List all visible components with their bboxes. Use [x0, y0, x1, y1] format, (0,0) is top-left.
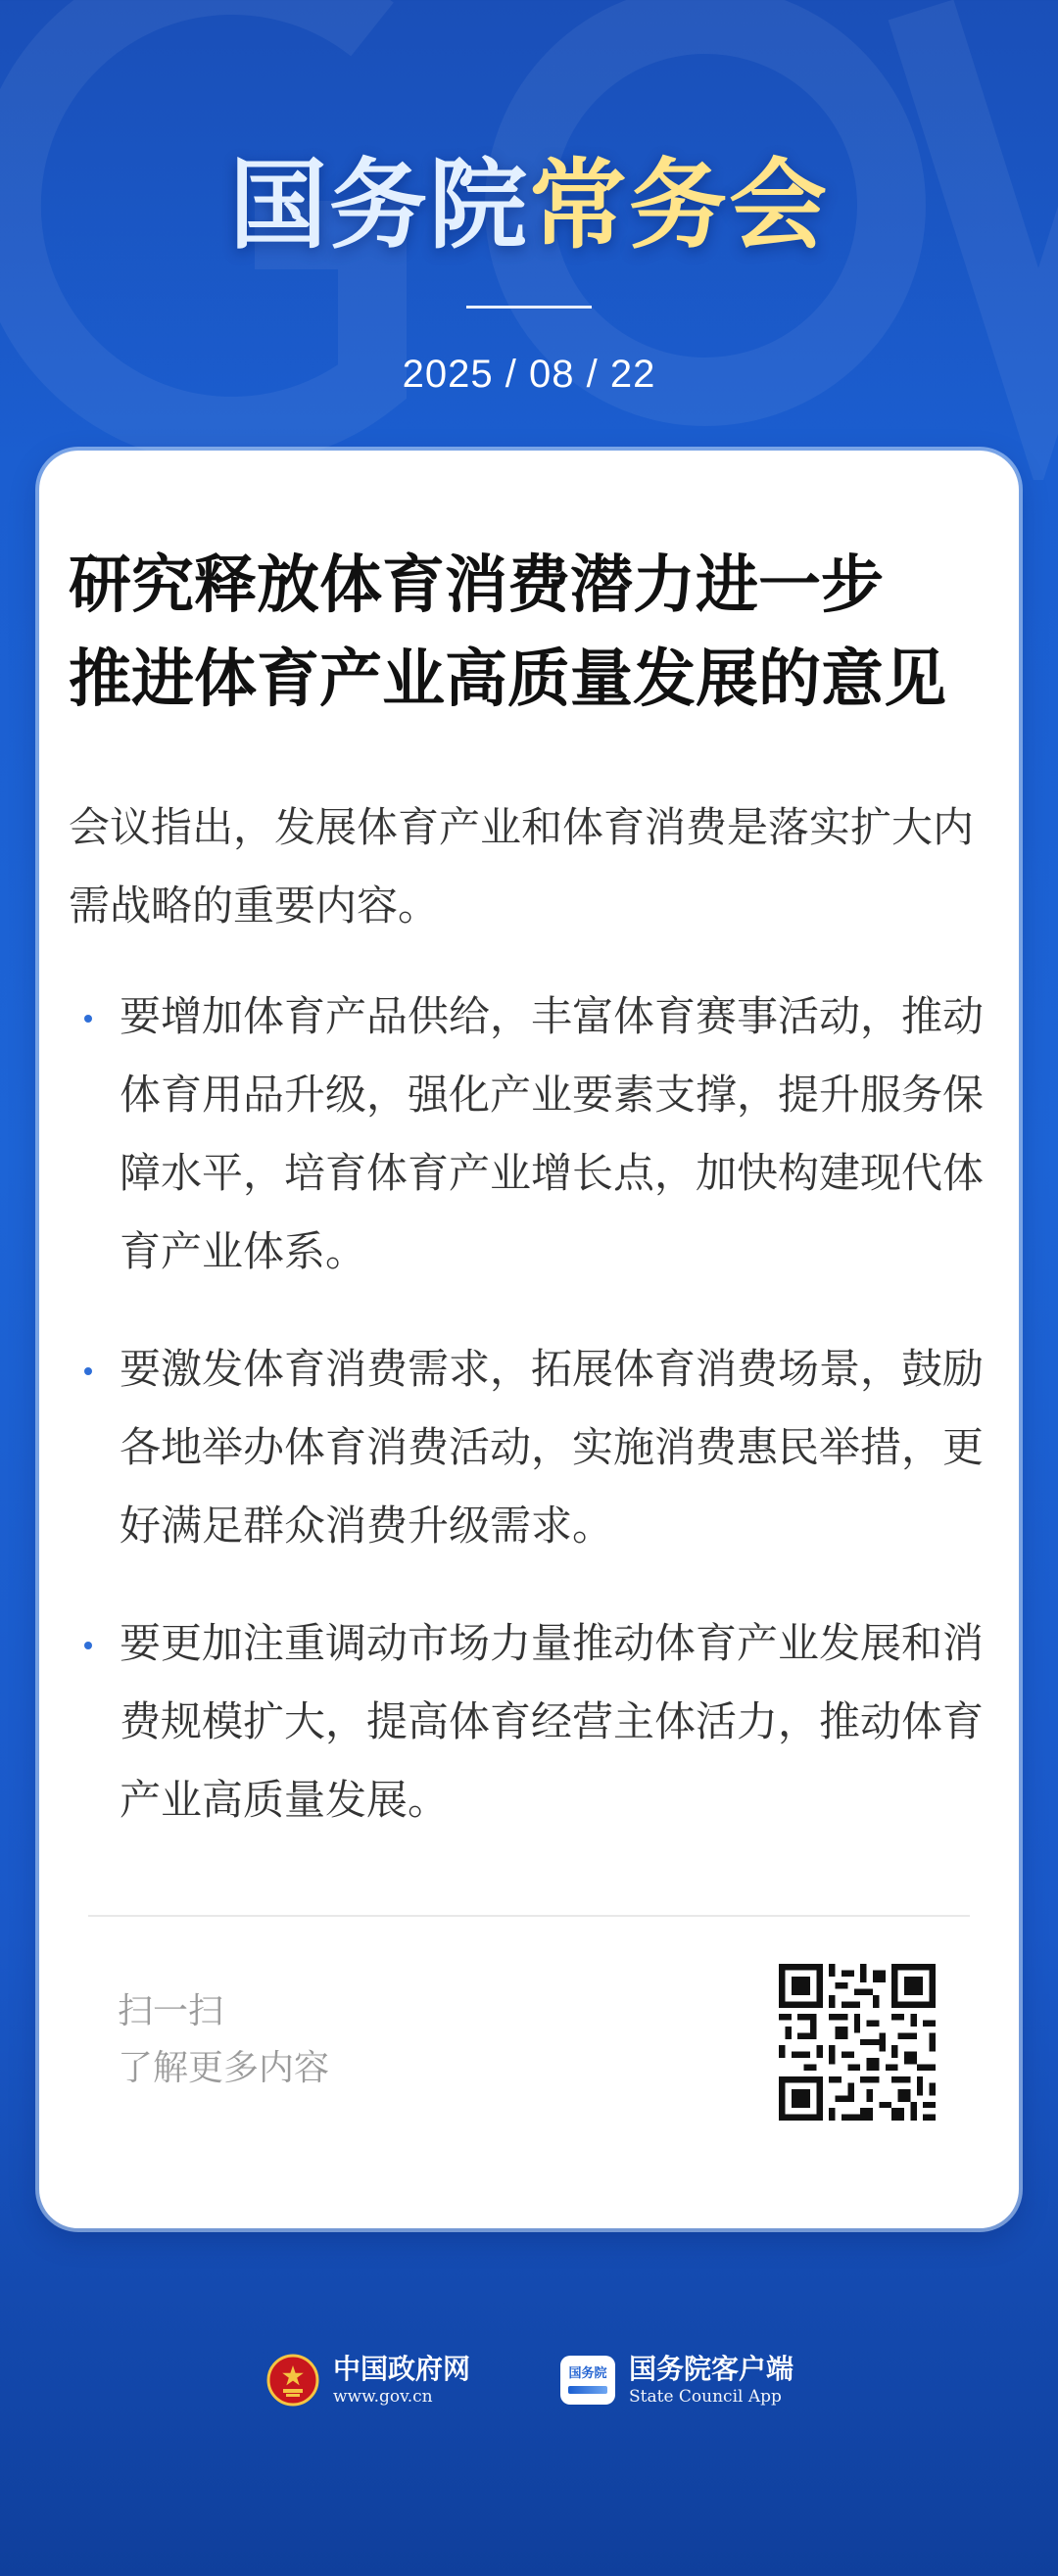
scan-prompt [118, 1983, 329, 2097]
bullet-text: 要更加注重调动市场力量推动体育产业发展和消费规模扩大，提高体育经营主体活力，推动体育产业高质量发展。 [120, 1619, 985, 1824]
meeting-date: 2025 / 08 / 22 [402, 353, 656, 396]
bullet-list [69, 978, 999, 1879]
gov-cn-url: www.gov.cn [333, 2387, 433, 2407]
state-council-app-english: State Council App [629, 2387, 782, 2407]
bullet-dot-icon [84, 1015, 92, 1023]
national-emblem-icon [266, 2354, 319, 2407]
app-icon-label: 国务院 [568, 2366, 607, 2381]
article-title [69, 539, 1009, 727]
state-council-app-icon [560, 2356, 615, 2405]
state-council-app-name: 国务院客户端 [629, 2353, 794, 2385]
article-title-line-2: 推进体育产业高质量发展的意见 [69, 643, 946, 716]
bullet-dot-icon [84, 1367, 92, 1375]
bullet-item [69, 1330, 999, 1565]
bullet-text: 要激发体育消费需求，拓展体育消费场景，鼓励各地举办体育消费活动，实施消费惠民举措，更好满足群众消费升级需求。 [120, 1345, 985, 1550]
bullet-dot-icon [84, 1642, 92, 1649]
bullet-text: 要增加体育产品供给，丰富体育赛事活动，推动体育用品升级，强化产业要素支撑，提升服务保障水平，培育体育产业增长点，加快构建现代体育产业体系。 [120, 992, 985, 1275]
title-part-state-council: 国务院 [229, 148, 529, 262]
title-part-executive-meeting: 常务会 [529, 148, 829, 262]
bullet-item [69, 1604, 999, 1839]
card-divider [88, 1915, 970, 1917]
state-council-app-text [629, 2353, 794, 2408]
state-council-app-link[interactable] [560, 2346, 794, 2414]
bullet-item [69, 978, 999, 1291]
intro-paragraph: 会议指出，发展体育产业和体育消费是落实扩大内需战略的重要内容。 [69, 803, 975, 930]
app-icon-bar [568, 2386, 607, 2394]
gov-cn-text [333, 2353, 470, 2408]
gov-cn-link[interactable] [266, 2346, 470, 2414]
qr-code-icon[interactable] [779, 1964, 936, 2121]
header-divider [466, 306, 592, 309]
scan-line-2: 了解更多内容 [118, 2048, 330, 2088]
gov-cn-name: 中国政府网 [333, 2353, 471, 2385]
scan-line-1: 扫一扫 [118, 1991, 224, 2031]
article-title-line-1: 研究释放体育消费潜力进一步 [69, 549, 884, 622]
content-card [39, 451, 1019, 2228]
footer [0, 2346, 1058, 2414]
page-title [0, 148, 1058, 262]
